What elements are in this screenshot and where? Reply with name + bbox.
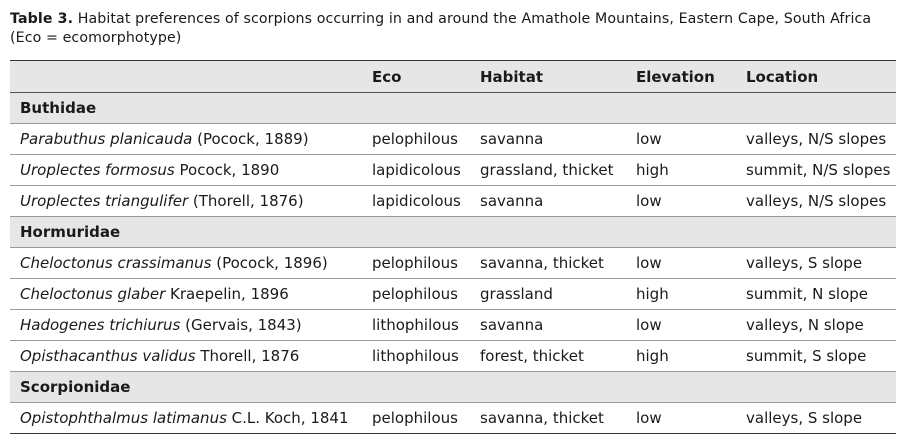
elevation-cell: low [636,403,746,434]
header-eco: Eco [372,61,480,93]
family-row [10,372,896,403]
family-name: Hormuridae [10,217,896,248]
species-name: Opisthacanthus validus [20,347,196,365]
elevation-cell: high [636,279,746,310]
family-name: Buthidae [10,93,896,124]
habitat-cell: savanna [480,124,636,155]
elevation-cell: high [636,341,746,372]
species-authority: (Pocock, 1896) [211,254,328,272]
location-cell: summit, S slope [746,341,896,372]
species-cell [10,186,372,217]
elevation-cell: low [636,186,746,217]
species-cell [10,279,372,310]
elevation-cell: low [636,310,746,341]
habitat-cell: grassland, thicket [480,155,636,186]
header-habitat: Habitat [480,61,636,93]
table-row [10,248,896,279]
family-row [10,93,896,124]
species-cell [10,341,372,372]
location-cell: valleys, S slope [746,403,896,434]
species-authority: (Gervais, 1843) [180,316,302,334]
table-row [10,124,896,155]
eco-cell: lithophilous [372,310,480,341]
eco-cell: pelophilous [372,124,480,155]
eco-cell: lapidicolous [372,155,480,186]
table-row [10,155,896,186]
location-cell: valleys, S slope [746,248,896,279]
location-cell: valleys, N slope [746,310,896,341]
eco-cell: lithophilous [372,341,480,372]
family-row [10,217,896,248]
species-authority: Thorell, 1876 [195,347,300,365]
species-cell [10,310,372,341]
location-cell: valleys, N/S slopes [746,124,896,155]
species-name: Cheloctonus crassimanus [20,254,212,272]
species-authority: (Thorell, 1876) [188,192,304,210]
species-cell [10,124,372,155]
species-name: Hadogenes trichiurus [20,316,181,334]
header-location: Location [746,61,896,93]
header-elevation: Elevation [636,61,746,93]
habitat-cell: savanna, thicket [480,403,636,434]
table-row [10,279,896,310]
habitat-cell: savanna, thicket [480,248,636,279]
table-caption [10,10,900,48]
species-name: Opistophthalmus latimanus [20,409,227,427]
habitat-cell: savanna [480,186,636,217]
elevation-cell: low [636,248,746,279]
species-authority: Kraepelin, 1896 [165,285,289,303]
habitat-table [10,60,896,434]
table-row [10,186,896,217]
species-name: Uroplectes triangulifer [20,192,189,210]
table-row [10,341,896,372]
eco-cell: pelophilous [372,279,480,310]
table-row [10,403,896,434]
header-species [10,61,372,93]
species-cell [10,403,372,434]
habitat-cell: grassland [480,279,636,310]
table-body [10,93,896,434]
habitat-cell: forest, thicket [480,341,636,372]
species-cell [10,248,372,279]
eco-cell: pelophilous [372,248,480,279]
species-cell [10,155,372,186]
table-label: Table 3. [10,11,74,27]
habitat-cell: savanna [480,310,636,341]
species-name: Uroplectes formosus [20,161,175,179]
species-authority: (Pocock, 1889) [192,130,309,148]
species-authority: Pocock, 1890 [174,161,280,179]
family-name: Scorpionidae [10,372,896,403]
header-row [10,61,896,93]
location-cell: summit, N/S slopes [746,155,896,186]
species-authority: C.L. Koch, 1841 [226,409,349,427]
species-name: Parabuthus planicauda [20,130,193,148]
location-cell: summit, N slope [746,279,896,310]
species-name: Cheloctonus glaber [20,285,166,303]
location-cell: valleys, N/S slopes [746,186,896,217]
elevation-cell: high [636,155,746,186]
elevation-cell: low [636,124,746,155]
table-row [10,310,896,341]
caption-text: Habitat preferences of scorpions occurring in and around the Amathole Mountains, Eastern Cape, South Africa (Eco = ecomorphotype) [10,11,872,46]
eco-cell: pelophilous [372,403,480,434]
eco-cell: lapidicolous [372,186,480,217]
